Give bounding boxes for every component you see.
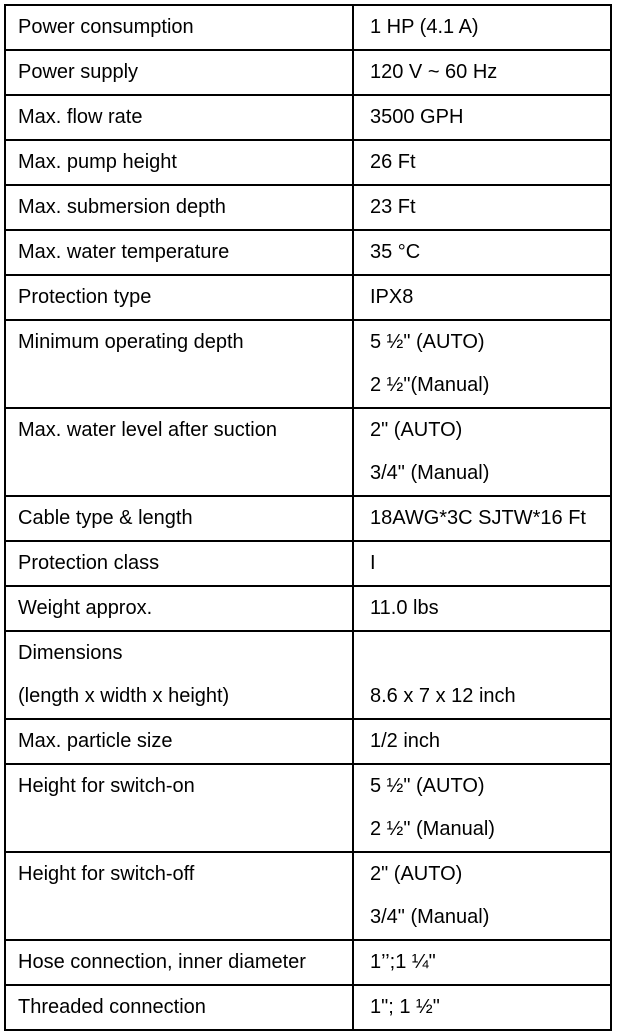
table-row xyxy=(5,985,611,1030)
spec-label-text: Protection class xyxy=(18,552,160,574)
spec-label-text: Protection type xyxy=(18,286,152,308)
spec-label-text xyxy=(18,808,352,851)
spec-label-cell xyxy=(5,985,353,1030)
spec-label-text xyxy=(18,364,352,407)
spec-label-cell xyxy=(5,496,353,541)
table-row xyxy=(5,230,611,275)
spec-value-cell xyxy=(353,496,611,541)
table-row xyxy=(5,320,611,408)
table-row xyxy=(5,586,611,631)
spec-label-cell xyxy=(5,631,353,719)
spec-table-body xyxy=(5,5,611,1030)
spec-value-cell xyxy=(353,764,611,852)
spec-label-cell xyxy=(5,586,353,631)
spec-label-text: Height for switch-on xyxy=(18,775,195,797)
spec-value-cell xyxy=(353,230,611,275)
table-row xyxy=(5,408,611,496)
spec-value-text: 3500 GPH xyxy=(370,106,464,128)
spec-label-text: Cable type & length xyxy=(18,507,193,529)
spec-value-cell xyxy=(353,275,611,320)
table-row xyxy=(5,940,611,985)
spec-value-text: 11.0 lbs xyxy=(370,597,439,619)
table-row xyxy=(5,496,611,541)
spec-label-cell xyxy=(5,230,353,275)
spec-label-text: Minimum operating depth xyxy=(18,331,244,353)
spec-value-cell xyxy=(353,631,611,719)
spec-value-cell xyxy=(353,5,611,50)
spec-label-text xyxy=(18,452,352,495)
spec-value-cell xyxy=(353,940,611,985)
spec-label-text: Dimensions xyxy=(18,642,123,664)
spec-value-text: 3/4" (Manual) xyxy=(370,906,490,928)
spec-label-cell xyxy=(5,764,353,852)
table-row xyxy=(5,140,611,185)
table-row xyxy=(5,719,611,764)
spec-value-text: 5 ½" (AUTO) xyxy=(370,331,485,353)
spec-value-cell xyxy=(353,719,611,764)
spec-label-text: Max. water level after suction xyxy=(18,419,277,441)
spec-label-text: Max. water temperature xyxy=(18,241,230,263)
table-row xyxy=(5,275,611,320)
spec-label-text xyxy=(18,896,352,939)
spec-value-text: 2 ½"(Manual) xyxy=(370,374,490,396)
spec-value-text: 2 ½" (Manual) xyxy=(370,818,495,840)
spec-value-text: 2" (AUTO) xyxy=(370,863,463,885)
spec-label-text: Height for switch-off xyxy=(18,863,195,885)
spec-label-cell xyxy=(5,852,353,940)
spec-label-text: (length x width x height) xyxy=(18,685,230,707)
table-row xyxy=(5,185,611,230)
spec-label-text: Max. particle size xyxy=(18,730,173,752)
table-row xyxy=(5,5,611,50)
spec-value-cell xyxy=(353,586,611,631)
spec-value-cell xyxy=(353,852,611,940)
spec-value-cell xyxy=(353,541,611,586)
spec-value-cell xyxy=(353,140,611,185)
spec-label-text: Power supply xyxy=(18,61,139,83)
spec-value-cell xyxy=(353,185,611,230)
table-row xyxy=(5,852,611,940)
spec-label-cell xyxy=(5,320,353,408)
spec-label-text: Max. flow rate xyxy=(18,106,143,128)
table-row xyxy=(5,631,611,719)
spec-label-text: Threaded connection xyxy=(18,996,206,1018)
spec-value-text: 18AWG*3C SJTW*16 Ft xyxy=(370,507,586,529)
spec-label-text: Power consumption xyxy=(18,16,194,38)
spec-value-text: 1/2 inch xyxy=(370,730,441,752)
spec-value-cell xyxy=(353,320,611,408)
spec-value-text: IPX8 xyxy=(370,286,414,308)
spec-value-text: 1"; 1 ½" xyxy=(370,996,440,1018)
spec-label-cell xyxy=(5,140,353,185)
spec-table xyxy=(4,4,612,1031)
spec-label-cell xyxy=(5,185,353,230)
spec-label-text: Weight approx. xyxy=(18,597,153,619)
spec-label-cell xyxy=(5,541,353,586)
table-row xyxy=(5,764,611,852)
spec-value-cell xyxy=(353,985,611,1030)
spec-label-cell xyxy=(5,719,353,764)
table-row xyxy=(5,541,611,586)
spec-value-text: 2" (AUTO) xyxy=(370,419,463,441)
spec-label-cell xyxy=(5,940,353,985)
spec-label-text: Max. pump height xyxy=(18,151,177,173)
spec-label-cell xyxy=(5,408,353,496)
table-row xyxy=(5,95,611,140)
spec-value-text: 3/4" (Manual) xyxy=(370,462,490,484)
spec-value-cell xyxy=(353,95,611,140)
spec-label-cell xyxy=(5,50,353,95)
spec-value-text: 26 Ft xyxy=(370,151,416,173)
table-row xyxy=(5,50,611,95)
spec-value-cell xyxy=(353,50,611,95)
spec-value-text: 8.6 x 7 x 12 inch xyxy=(370,685,516,707)
spec-label-text: Max. submersion depth xyxy=(18,196,226,218)
spec-value-text: 1 HP (4.1 A) xyxy=(370,16,479,38)
spec-label-cell xyxy=(5,95,353,140)
spec-label-text: Hose connection, inner diameter xyxy=(18,951,306,973)
spec-value-text: 1’’;1 ¼" xyxy=(370,951,436,973)
spec-label-cell xyxy=(5,275,353,320)
spec-value-text: 35 °C xyxy=(370,241,421,263)
spec-value-text xyxy=(370,632,610,675)
spec-value-text: 23 Ft xyxy=(370,196,416,218)
spec-label-cell xyxy=(5,5,353,50)
spec-value-cell xyxy=(353,408,611,496)
spec-value-text: 5 ½" (AUTO) xyxy=(370,775,485,797)
spec-value-text: 120 V ~ 60 Hz xyxy=(370,61,498,83)
spec-value-text: I xyxy=(370,552,376,574)
